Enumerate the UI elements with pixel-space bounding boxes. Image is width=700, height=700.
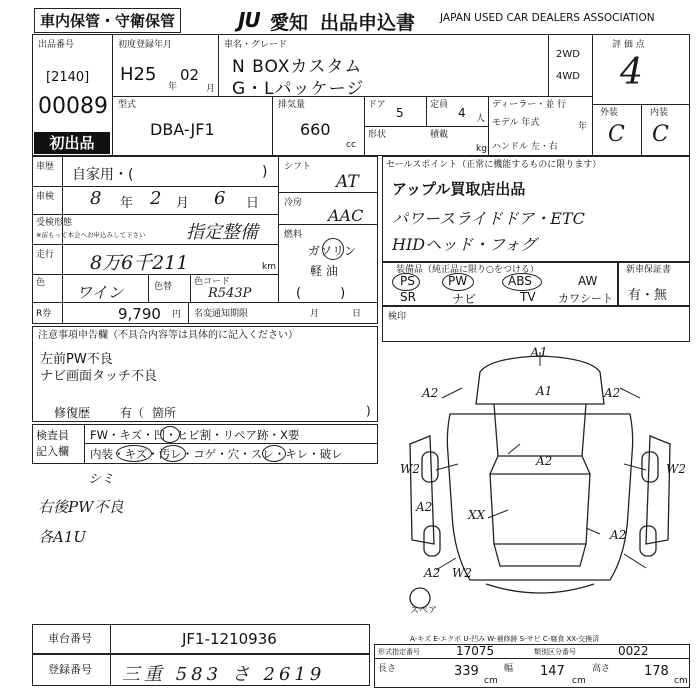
notes-line1: 左前PW不良 xyxy=(40,352,113,367)
ju-logo: JU xyxy=(238,8,260,32)
equipment-sr: SR xyxy=(400,290,416,304)
plate-label: 登録番号 xyxy=(48,663,92,676)
fuel-diesel: 軽 油 xyxy=(310,264,338,278)
registration-month: 02 xyxy=(180,66,200,84)
inspector-notes-label1: 検査員 xyxy=(36,429,69,442)
listing-code: [2140] xyxy=(46,70,90,85)
receipt-note: ※前もって本会へお申込みして下さい xyxy=(36,231,146,239)
name-change-label: 名変通知期限 xyxy=(194,309,249,319)
length-value: 339 xyxy=(454,664,479,679)
repair-label: 修復歴 xyxy=(54,406,91,420)
type-value: DBA-JF1 xyxy=(150,120,215,139)
class-no-value: 0022 xyxy=(618,644,649,658)
dent-circle-mark xyxy=(160,426,180,443)
history-label: 車歴 xyxy=(36,162,55,172)
height-unit: cm xyxy=(674,676,688,686)
registration-year: H25 xyxy=(120,64,157,85)
aircon-value: AAC xyxy=(328,206,364,225)
load-label: 積載 xyxy=(430,130,449,140)
color-label: 色 xyxy=(36,278,46,288)
history-value: 自家用・( xyxy=(72,167,134,183)
receipt-value: 指定整備 xyxy=(186,222,258,243)
listing-no-label: 出品番号 xyxy=(38,40,75,50)
shift-label: シフト xyxy=(284,162,312,172)
score-value: 4 xyxy=(620,52,643,93)
warranty-label: 新車保証書 xyxy=(626,265,672,275)
inspector-notes-label2: 記入欄 xyxy=(36,445,69,458)
model-no-value: 17075 xyxy=(456,644,495,658)
storage-label: 車内保管・守衛保管 xyxy=(34,8,181,33)
damage-mark-front-right: A2 xyxy=(604,386,621,400)
damage-mark-replaced: XX xyxy=(468,508,486,522)
drive-4wd: 4WD xyxy=(556,71,580,82)
displacement-label: 排気量 xyxy=(278,100,306,110)
equipment-seat: カワシート xyxy=(558,292,613,305)
equipment-abs: ABS xyxy=(508,274,532,288)
listing-number: 00089 xyxy=(38,94,108,119)
width-label: 幅 xyxy=(504,664,514,674)
repair-close: ) xyxy=(366,404,371,418)
damage-mark-roof: A2 xyxy=(536,454,553,468)
equipment-ps: PS xyxy=(400,274,415,288)
score-label: 評 価 点 xyxy=(612,40,645,50)
length-unit: cm xyxy=(484,676,498,686)
color-value: ワイン xyxy=(76,283,124,302)
damage-legend: A-キズ E-エクボ U-凹み W-補修跡 S-サビ C-腐食 XX-交換済 xyxy=(410,635,600,643)
capacity-value: 4 xyxy=(458,106,466,120)
model-name: N BOXカスタム xyxy=(232,57,363,77)
shift-value: AT xyxy=(336,172,359,192)
damage-mark-right-rear-door: A2 xyxy=(610,528,627,542)
color-code: R543P xyxy=(208,286,252,301)
wear-circle-mark xyxy=(262,445,286,462)
equipment-label: 装備品（純正品に限り○をつける） xyxy=(396,265,539,275)
name-change-month: 月 xyxy=(310,309,320,319)
inspector-mark1: シミ xyxy=(88,472,115,487)
notes-line2: ナビ画面タッチ不良 xyxy=(40,369,158,384)
fuel-circle-mark xyxy=(322,238,344,260)
width-unit: cm xyxy=(572,676,586,686)
interior-score: C xyxy=(652,122,669,147)
inspection-label: 車検 xyxy=(36,192,55,202)
inspection-month-unit: 月 xyxy=(176,196,190,211)
chassis-label: 車台番号 xyxy=(48,632,92,645)
receipt-label: 受検形態 xyxy=(36,218,73,228)
class-no-label: 類別区分番号 xyxy=(534,648,576,656)
equipment-pw: PW xyxy=(448,274,468,288)
inspection-day: 6 xyxy=(214,188,226,209)
repair-count-label: 箇所 xyxy=(152,406,177,420)
model-year-unit: 年 xyxy=(578,122,588,132)
fuel-gasoline: ガソリン xyxy=(308,244,357,258)
abs-circle-mark xyxy=(502,273,542,291)
logo-text: 愛知 xyxy=(270,12,309,34)
pw-circle-mark xyxy=(442,273,474,291)
fuel-paren: ( ) xyxy=(296,286,346,301)
height-value: 178 xyxy=(644,664,669,679)
equipment-navi: ナビ xyxy=(452,292,477,306)
damage-mark-hood: A1 xyxy=(536,384,553,398)
mileage-value: 8万6千211 xyxy=(90,252,189,274)
damage-mark-front: A1 xyxy=(530,346,548,361)
mileage-label: 走行 xyxy=(36,250,55,260)
registration-label: 初度登録年月 xyxy=(118,40,173,50)
doors-label: ドア xyxy=(368,100,386,110)
notes-label: 注意事項申告欄（不具合内容等は具体的に記入ください） xyxy=(38,330,298,341)
scratch-circle-mark xyxy=(116,445,152,462)
sales-point-line1: パワースライドドア・ETC xyxy=(392,209,585,228)
damage-mark-left-rear: W2 xyxy=(452,566,472,580)
inspection-day-unit: 日 xyxy=(246,196,260,211)
color-code-label: 色コード xyxy=(194,277,231,287)
shape-label: 形状 xyxy=(368,130,387,140)
drive-2wd: 2WD xyxy=(556,49,580,60)
load-unit: kg xyxy=(476,144,487,154)
spare-label: スペア xyxy=(410,606,438,616)
name-change-day: 日 xyxy=(352,309,362,319)
first-listing-badge: 初出品 xyxy=(34,132,110,154)
stain-circle-mark xyxy=(160,445,186,462)
inspection-month: 2 xyxy=(150,188,162,209)
association-name: JAPAN USED CAR DEALERS ASSOCIATION xyxy=(440,12,655,24)
damage-mark-right-side: W2 xyxy=(666,462,686,476)
registration-year-unit: 年 xyxy=(168,82,178,92)
recycle-label: R券 xyxy=(36,309,52,319)
capacity-label: 定員 xyxy=(430,100,449,110)
model-no-label: 形式指定番号 xyxy=(378,648,420,656)
damage-mark-left-rear-door: A2 xyxy=(416,500,433,514)
model-label: 車名・グレード xyxy=(224,40,288,50)
inspector-stamp-label: 検印 xyxy=(388,312,407,322)
exterior-label: 外装 xyxy=(600,108,619,118)
aircon-label: 冷房 xyxy=(284,198,303,208)
repair-value: 有（ xyxy=(120,406,145,420)
displacement-value: 660 xyxy=(300,120,331,139)
history-close: ) xyxy=(262,164,268,180)
sales-points-label: セールスポイント（正常に機能するものに限ります） xyxy=(386,160,602,170)
inspection-year: 8 xyxy=(90,188,102,209)
equipment-tv: TV xyxy=(520,290,536,304)
inspector-stamp-frame xyxy=(382,306,690,342)
exterior-score: C xyxy=(608,122,625,147)
inspection-year-unit: 年 xyxy=(120,196,134,211)
dealer-label: ディーラー・並 行 xyxy=(492,100,567,110)
damage-mark-rear: A2 xyxy=(424,566,441,580)
ps-circle-mark xyxy=(392,273,420,291)
height-label: 高さ xyxy=(592,664,611,674)
inspector-hand2: 各A1U xyxy=(38,528,87,546)
damage-mark-left-side: W2 xyxy=(400,462,420,476)
sales-points-title: アップル買取店出品 xyxy=(392,180,526,198)
capacity-unit: 人 xyxy=(476,114,486,124)
warranty-value: 有・無 xyxy=(628,288,668,303)
doors-value: 5 xyxy=(396,106,404,120)
plate-value: 三重 583 さ 2619 xyxy=(122,664,326,685)
width-value: 147 xyxy=(540,664,565,679)
mileage-unit: km xyxy=(262,262,276,272)
form-title: 出品申込書 xyxy=(320,12,416,34)
displacement-unit: cc xyxy=(346,140,356,150)
chassis-value: JF1-1210936 xyxy=(182,630,277,648)
damage-mark-front-left: A2 xyxy=(422,386,439,400)
recycle-unit: 円 xyxy=(172,310,182,320)
handle-label: ハンドル 左・右 xyxy=(492,142,558,152)
inspector-row1: FW・キズ・凹・ヒビ割・リペア跡・X要 xyxy=(90,428,300,442)
color-change-label: 色替 xyxy=(154,282,173,292)
inspector-hand1: 右後PW不良 xyxy=(38,498,124,516)
interior-label: 内装 xyxy=(650,108,669,118)
model-year-label: モデル 年式 xyxy=(492,118,540,128)
model-grade: G・Lパッケージ xyxy=(232,79,365,99)
length-label: 長さ xyxy=(378,664,397,674)
type-label: 型式 xyxy=(118,100,137,110)
sales-point-line2: HIDヘッド・フォグ xyxy=(392,235,537,254)
equipment-aw: AW xyxy=(578,274,598,288)
inspector-row2: 内装・キズ・汚レ・コゲ・穴・スレ・キレ・破レ xyxy=(90,447,343,461)
registration-month-unit: 月 xyxy=(206,84,216,94)
recycle-value: 9,790 xyxy=(118,305,161,323)
fuel-label: 燃料 xyxy=(284,230,303,240)
